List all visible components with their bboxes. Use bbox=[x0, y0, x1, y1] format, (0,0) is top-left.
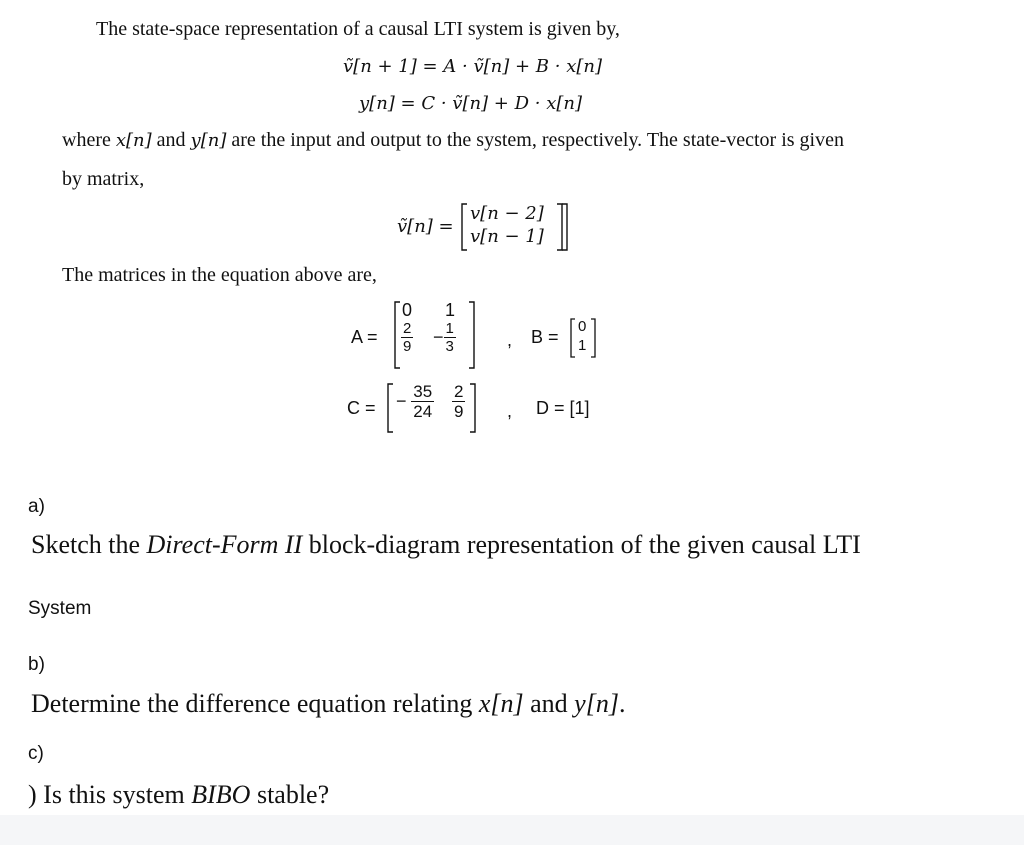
matrix-b-r1: 0 bbox=[578, 318, 587, 335]
state-vector-row-1: v[n − 2] bbox=[470, 203, 544, 224]
part-a-text-italic: Direct-Form II bbox=[146, 530, 303, 559]
part-c-label: c) bbox=[28, 743, 44, 764]
matrix-a-r1c2: 1 bbox=[445, 300, 456, 320]
where-yn: y[n] bbox=[190, 130, 227, 151]
part-a-text-post: block-diagram representation of the given causal LTI bbox=[302, 530, 861, 559]
matrices-intro: The matrices in the equation above are, bbox=[62, 264, 377, 286]
matrix-b-label: B = bbox=[531, 327, 559, 347]
intro-line-1: The state-space representation of a causal LTI system is given by, bbox=[96, 18, 620, 40]
matrix-c-c2 bbox=[452, 383, 465, 420]
part-b-text-and: and bbox=[523, 689, 575, 718]
matrix-c-c2-num: 2 bbox=[454, 382, 464, 401]
matrix-c-c2-den: 9 bbox=[454, 402, 464, 421]
where-text-2: are the input and output to the system, respectively. The state-vector is given bbox=[226, 129, 844, 151]
matrix-a-label: A = bbox=[351, 327, 378, 347]
part-a-system: System bbox=[28, 598, 92, 619]
state-vector-lhs: ṽ[n] = bbox=[397, 216, 454, 237]
where-text-1: where bbox=[62, 129, 116, 151]
matrix-b-r2: 1 bbox=[578, 337, 587, 354]
matrix-a-r2c1-num: 2 bbox=[403, 320, 412, 337]
part-b-yn: y[n] bbox=[574, 689, 619, 718]
separator-ab: , bbox=[507, 330, 513, 350]
matrix-a-r2c2-den: 3 bbox=[445, 338, 454, 355]
part-b-text bbox=[31, 689, 625, 719]
part-c-text-post: stable? bbox=[250, 780, 330, 809]
part-a-text-pre: Sketch the bbox=[31, 530, 147, 559]
matrix-a-r2c1 bbox=[401, 321, 413, 354]
where-text-and: and bbox=[151, 129, 191, 151]
matrix-c-c1-num: 35 bbox=[413, 382, 433, 401]
matrix-c-c1-den: 24 bbox=[413, 402, 433, 421]
part-b-label: b) bbox=[28, 654, 45, 675]
part-b-xn: x[n] bbox=[478, 689, 524, 718]
part-c-text-pre: Is this system bbox=[43, 780, 192, 809]
output-equation: y[n] = C · ṽ[n] + D · x[n] bbox=[359, 93, 582, 114]
state-equation: ṽ[n + 1] = A · ṽ[n] + B · x[n] bbox=[343, 56, 602, 77]
part-b-text-end: . bbox=[618, 689, 626, 718]
matrix-c-c1-sign: − bbox=[396, 391, 407, 411]
where-xn: x[n] bbox=[115, 130, 152, 151]
matrix-a-r2c2-num: 1 bbox=[445, 320, 454, 337]
matrix-d: D = [1] bbox=[536, 398, 590, 418]
separator-cd: , bbox=[507, 401, 513, 421]
where-line bbox=[62, 129, 844, 152]
part-b-text-pre: Determine the difference equation relating bbox=[31, 689, 479, 718]
matrix-a-r2c1-den: 9 bbox=[403, 338, 412, 355]
part-c-paren: ) bbox=[28, 780, 44, 809]
matrix-a-r2c2 bbox=[433, 321, 456, 354]
part-c-text-italic: BIBO bbox=[191, 780, 251, 809]
matrix-c-label: C = bbox=[347, 398, 376, 418]
matrix-a-r1c1: 0 bbox=[402, 300, 413, 320]
part-c-text bbox=[28, 780, 329, 810]
by-matrix-text: by matrix, bbox=[62, 168, 145, 190]
part-a-text bbox=[31, 530, 861, 560]
matrix-c-c1 bbox=[396, 383, 434, 420]
part-a-label: a) bbox=[28, 496, 45, 517]
state-vector-row-2: v[n − 1] bbox=[470, 226, 544, 247]
bottom-bar bbox=[0, 815, 1024, 845]
matrix-a-r2c2-sign: − bbox=[433, 327, 444, 347]
